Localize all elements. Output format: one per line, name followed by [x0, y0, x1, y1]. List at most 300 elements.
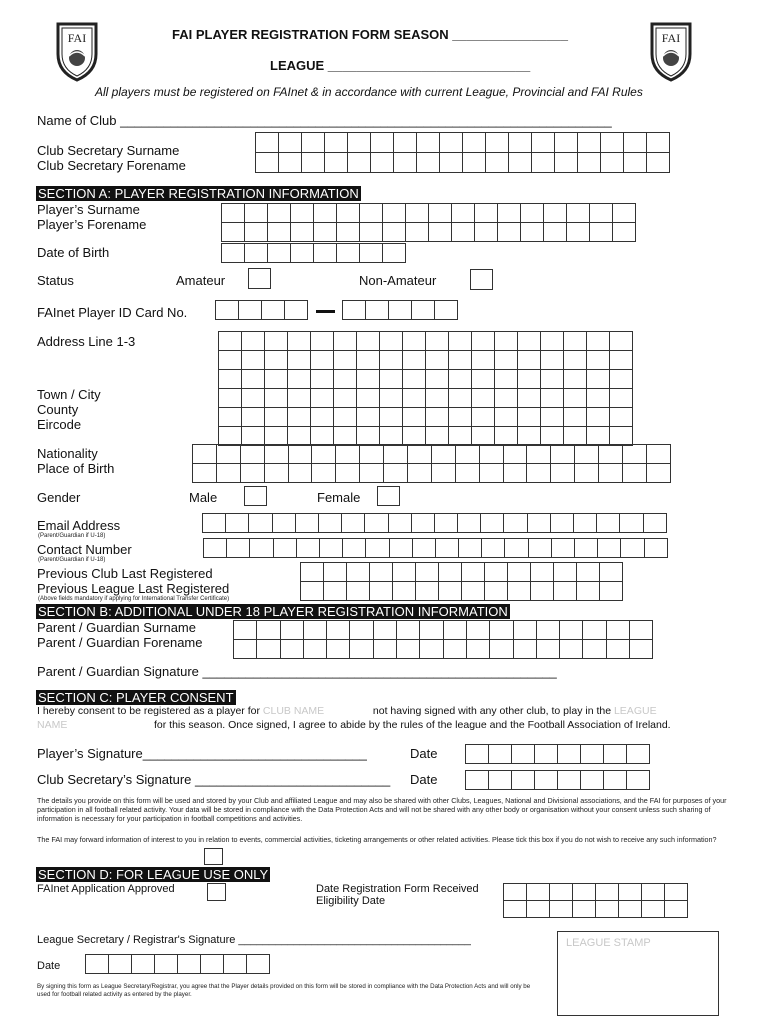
- input-cell[interactable]: [558, 745, 581, 764]
- input-cell[interactable]: [439, 563, 462, 582]
- input-cell[interactable]: [647, 153, 670, 173]
- input-cell[interactable]: [343, 301, 366, 320]
- input-cell[interactable]: [288, 389, 311, 408]
- player-name-grid[interactable]: [221, 203, 636, 242]
- input-cell[interactable]: [360, 445, 384, 464]
- input-cell[interactable]: [279, 133, 302, 153]
- input-cell[interactable]: [360, 244, 383, 263]
- club-secretary-grid[interactable]: [255, 132, 670, 173]
- input-cell[interactable]: [541, 332, 564, 351]
- input-cell[interactable]: [227, 539, 250, 558]
- input-cell[interactable]: [485, 563, 508, 582]
- input-cell[interactable]: [265, 464, 289, 483]
- input-cell[interactable]: [219, 408, 242, 427]
- input-cell[interactable]: [217, 464, 241, 483]
- input-cell[interactable]: [109, 955, 132, 974]
- input-cell[interactable]: [265, 332, 288, 351]
- input-cell[interactable]: [265, 408, 288, 427]
- male-checkbox[interactable]: [244, 486, 267, 506]
- input-cell[interactable]: [645, 539, 668, 558]
- input-cell[interactable]: [336, 464, 360, 483]
- input-cell[interactable]: [472, 408, 495, 427]
- input-cell[interactable]: [420, 621, 443, 640]
- input-cell[interactable]: [348, 133, 371, 153]
- input-cell[interactable]: [297, 539, 320, 558]
- input-cell[interactable]: [449, 389, 472, 408]
- player-signature-field[interactable]: Player’s Signature_______________________________: [37, 746, 367, 761]
- input-cell[interactable]: [288, 351, 311, 370]
- input-cell[interactable]: [350, 640, 373, 659]
- input-cell[interactable]: [311, 408, 334, 427]
- input-cell[interactable]: [504, 445, 528, 464]
- email-grid[interactable]: [202, 513, 667, 533]
- input-cell[interactable]: [435, 514, 458, 533]
- input-cell[interactable]: [575, 445, 599, 464]
- input-cell[interactable]: [498, 204, 521, 223]
- fainet-approved-checkbox[interactable]: [207, 883, 226, 901]
- input-cell[interactable]: [541, 389, 564, 408]
- input-cell[interactable]: [613, 204, 636, 223]
- input-cell[interactable]: [544, 204, 567, 223]
- input-cell[interactable]: [480, 464, 504, 483]
- input-cell[interactable]: [623, 445, 647, 464]
- input-cell[interactable]: [222, 204, 245, 223]
- input-cell[interactable]: [288, 408, 311, 427]
- input-cell[interactable]: [350, 621, 373, 640]
- league-secretary-signature-field[interactable]: League Secretary / Registrar's Signature ______________________________________: [37, 934, 471, 946]
- input-cell[interactable]: [527, 884, 550, 901]
- input-cell[interactable]: [394, 153, 417, 173]
- input-cell[interactable]: [296, 514, 319, 533]
- input-cell[interactable]: [397, 640, 420, 659]
- input-cell[interactable]: [598, 539, 621, 558]
- input-cell[interactable]: [504, 514, 527, 533]
- input-cell[interactable]: [452, 223, 475, 242]
- input-cell[interactable]: [600, 582, 623, 601]
- input-cell[interactable]: [360, 223, 383, 242]
- input-cell[interactable]: [554, 563, 577, 582]
- input-cell[interactable]: [552, 539, 575, 558]
- input-cell[interactable]: [241, 445, 265, 464]
- input-cell[interactable]: [288, 370, 311, 389]
- input-cell[interactable]: [219, 370, 242, 389]
- input-cell[interactable]: [518, 408, 541, 427]
- input-cell[interactable]: [314, 244, 337, 263]
- input-cell[interactable]: [383, 204, 406, 223]
- input-cell[interactable]: [435, 301, 458, 320]
- input-cell[interactable]: [281, 640, 304, 659]
- input-cell[interactable]: [383, 244, 406, 263]
- input-cell[interactable]: [416, 582, 439, 601]
- input-cell[interactable]: [239, 301, 262, 320]
- input-cell[interactable]: [490, 640, 513, 659]
- club-secretary-signature-field[interactable]: Club Secretary’s Signature ___________________________: [37, 772, 391, 787]
- input-cell[interactable]: [357, 408, 380, 427]
- input-cell[interactable]: [555, 133, 578, 153]
- input-cell[interactable]: [466, 745, 489, 764]
- input-cell[interactable]: [444, 640, 467, 659]
- input-cell[interactable]: [596, 901, 619, 918]
- input-cell[interactable]: [219, 332, 242, 351]
- input-cell[interactable]: [578, 153, 601, 173]
- input-cell[interactable]: [334, 351, 357, 370]
- input-cell[interactable]: [403, 389, 426, 408]
- input-cell[interactable]: [444, 621, 467, 640]
- input-cell[interactable]: [291, 244, 314, 263]
- input-cell[interactable]: [412, 301, 435, 320]
- input-cell[interactable]: [217, 445, 241, 464]
- input-cell[interactable]: [619, 884, 642, 901]
- input-cell[interactable]: [600, 563, 623, 582]
- input-cell[interactable]: [587, 389, 610, 408]
- input-cell[interactable]: [417, 153, 440, 173]
- input-cell[interactable]: [291, 204, 314, 223]
- input-cell[interactable]: [416, 563, 439, 582]
- input-cell[interactable]: [273, 514, 296, 533]
- input-cell[interactable]: [627, 771, 650, 790]
- input-cell[interactable]: [462, 582, 485, 601]
- input-cell[interactable]: [512, 745, 535, 764]
- input-cell[interactable]: [577, 563, 600, 582]
- input-cell[interactable]: [242, 351, 265, 370]
- input-cell[interactable]: [327, 621, 350, 640]
- input-cell[interactable]: [581, 771, 604, 790]
- club-secretary-date-grid[interactable]: [465, 770, 650, 790]
- input-cell[interactable]: [360, 204, 383, 223]
- input-cell[interactable]: [463, 153, 486, 173]
- input-cell[interactable]: [456, 445, 480, 464]
- input-cell[interactable]: [604, 771, 627, 790]
- input-cell[interactable]: [397, 621, 420, 640]
- input-cell[interactable]: [371, 133, 394, 153]
- input-cell[interactable]: [489, 771, 512, 790]
- input-cell[interactable]: [219, 351, 242, 370]
- input-cell[interactable]: [281, 621, 304, 640]
- input-cell[interactable]: [508, 582, 531, 601]
- input-cell[interactable]: [518, 370, 541, 389]
- input-cell[interactable]: [291, 223, 314, 242]
- input-cell[interactable]: [472, 389, 495, 408]
- input-cell[interactable]: [472, 332, 495, 351]
- input-cell[interactable]: [610, 389, 633, 408]
- input-cell[interactable]: [472, 351, 495, 370]
- input-cell[interactable]: [551, 445, 575, 464]
- input-cell[interactable]: [242, 389, 265, 408]
- input-cell[interactable]: [311, 389, 334, 408]
- input-cell[interactable]: [357, 351, 380, 370]
- input-cell[interactable]: [393, 563, 416, 582]
- input-cell[interactable]: [383, 223, 406, 242]
- input-cell[interactable]: [132, 955, 155, 974]
- input-cell[interactable]: [178, 955, 201, 974]
- input-cell[interactable]: [380, 389, 403, 408]
- input-cell[interactable]: [374, 640, 397, 659]
- input-cell[interactable]: [537, 621, 560, 640]
- league-placeholder-a[interactable]: LEAGUE: [613, 705, 657, 717]
- league-date-grid[interactable]: [85, 954, 270, 974]
- input-cell[interactable]: [250, 539, 273, 558]
- input-cell[interactable]: [406, 204, 429, 223]
- input-cell[interactable]: [371, 153, 394, 173]
- input-cell[interactable]: [432, 445, 456, 464]
- input-cell[interactable]: [370, 582, 393, 601]
- input-cell[interactable]: [342, 514, 365, 533]
- input-cell[interactable]: [406, 223, 429, 242]
- input-cell[interactable]: [389, 301, 412, 320]
- input-cell[interactable]: [334, 389, 357, 408]
- input-cell[interactable]: [665, 901, 688, 918]
- input-cell[interactable]: [456, 464, 480, 483]
- non-amateur-checkbox[interactable]: [470, 269, 493, 290]
- input-cell[interactable]: [504, 464, 528, 483]
- input-cell[interactable]: [193, 464, 217, 483]
- input-cell[interactable]: [439, 582, 462, 601]
- input-cell[interactable]: [337, 204, 360, 223]
- input-cell[interactable]: [481, 514, 504, 533]
- input-cell[interactable]: [564, 351, 587, 370]
- dob-grid[interactable]: [221, 243, 406, 263]
- input-cell[interactable]: [426, 408, 449, 427]
- input-cell[interactable]: [216, 301, 239, 320]
- input-cell[interactable]: [245, 204, 268, 223]
- input-cell[interactable]: [459, 539, 482, 558]
- input-cell[interactable]: [550, 884, 573, 901]
- input-cell[interactable]: [312, 464, 336, 483]
- input-cell[interactable]: [343, 539, 366, 558]
- input-cell[interactable]: [380, 408, 403, 427]
- input-cell[interactable]: [564, 332, 587, 351]
- input-cell[interactable]: [429, 223, 452, 242]
- input-cell[interactable]: [336, 445, 360, 464]
- input-cell[interactable]: [583, 621, 606, 640]
- input-cell[interactable]: [257, 640, 280, 659]
- input-cell[interactable]: [587, 332, 610, 351]
- input-cell[interactable]: [242, 332, 265, 351]
- input-cell[interactable]: [289, 445, 313, 464]
- input-cell[interactable]: [193, 445, 217, 464]
- input-cell[interactable]: [426, 389, 449, 408]
- input-cell[interactable]: [541, 370, 564, 389]
- input-cell[interactable]: [357, 370, 380, 389]
- club-name-placeholder[interactable]: CLUB NAME: [262, 705, 325, 717]
- input-cell[interactable]: [550, 901, 573, 918]
- input-cell[interactable]: [256, 153, 279, 173]
- input-cell[interactable]: [403, 408, 426, 427]
- input-cell[interactable]: [574, 514, 597, 533]
- input-cell[interactable]: [531, 563, 554, 582]
- input-cell[interactable]: [621, 539, 644, 558]
- contact-grid[interactable]: [203, 538, 668, 558]
- input-cell[interactable]: [390, 539, 413, 558]
- input-cell[interactable]: [578, 133, 601, 153]
- input-cell[interactable]: [222, 244, 245, 263]
- input-cell[interactable]: [312, 445, 336, 464]
- input-cell[interactable]: [475, 223, 498, 242]
- input-cell[interactable]: [613, 223, 636, 242]
- input-cell[interactable]: [224, 955, 247, 974]
- input-cell[interactable]: [587, 408, 610, 427]
- input-cell[interactable]: [583, 640, 606, 659]
- input-cell[interactable]: [597, 514, 620, 533]
- input-cell[interactable]: [440, 133, 463, 153]
- input-cell[interactable]: [257, 621, 280, 640]
- input-cell[interactable]: [508, 563, 531, 582]
- input-cell[interactable]: [532, 153, 555, 173]
- input-cell[interactable]: [268, 244, 291, 263]
- input-cell[interactable]: [610, 408, 633, 427]
- input-cell[interactable]: [532, 133, 555, 153]
- input-cell[interactable]: [265, 370, 288, 389]
- input-cell[interactable]: [347, 582, 370, 601]
- input-cell[interactable]: [567, 204, 590, 223]
- input-cell[interactable]: [495, 351, 518, 370]
- input-cell[interactable]: [311, 351, 334, 370]
- input-cell[interactable]: [541, 351, 564, 370]
- input-cell[interactable]: [607, 640, 630, 659]
- input-cell[interactable]: [642, 901, 665, 918]
- input-cell[interactable]: [274, 539, 297, 558]
- input-cell[interactable]: [480, 445, 504, 464]
- input-cell[interactable]: [219, 389, 242, 408]
- pg-signature-field[interactable]: Parent / Guardian Signature _________________________________________________: [37, 664, 557, 679]
- input-cell[interactable]: [374, 621, 397, 640]
- input-cell[interactable]: [403, 370, 426, 389]
- input-cell[interactable]: [528, 514, 551, 533]
- input-cell[interactable]: [489, 745, 512, 764]
- input-cell[interactable]: [551, 514, 574, 533]
- input-cell[interactable]: [365, 514, 388, 533]
- input-cell[interactable]: [311, 332, 334, 351]
- input-cell[interactable]: [265, 389, 288, 408]
- input-cell[interactable]: [537, 640, 560, 659]
- input-cell[interactable]: [560, 640, 583, 659]
- input-cell[interactable]: [337, 244, 360, 263]
- input-cell[interactable]: [647, 445, 671, 464]
- input-cell[interactable]: [624, 133, 647, 153]
- input-cell[interactable]: [554, 582, 577, 601]
- input-cell[interactable]: [265, 445, 289, 464]
- input-cell[interactable]: [486, 133, 509, 153]
- input-cell[interactable]: [268, 223, 291, 242]
- input-cell[interactable]: [412, 514, 435, 533]
- input-cell[interactable]: [505, 539, 528, 558]
- input-cell[interactable]: [627, 745, 650, 764]
- input-cell[interactable]: [370, 563, 393, 582]
- input-cell[interactable]: [327, 640, 350, 659]
- input-cell[interactable]: [644, 514, 667, 533]
- input-cell[interactable]: [334, 332, 357, 351]
- input-cell[interactable]: [155, 955, 178, 974]
- input-cell[interactable]: [226, 514, 249, 533]
- input-cell[interactable]: [486, 153, 509, 173]
- input-cell[interactable]: [535, 771, 558, 790]
- input-cell[interactable]: [245, 223, 268, 242]
- input-cell[interactable]: [564, 370, 587, 389]
- input-cell[interactable]: [604, 745, 627, 764]
- amateur-checkbox[interactable]: [248, 268, 271, 289]
- input-cell[interactable]: [514, 640, 537, 659]
- input-cell[interactable]: [485, 582, 508, 601]
- input-cell[interactable]: [607, 621, 630, 640]
- input-cell[interactable]: [518, 389, 541, 408]
- input-cell[interactable]: [577, 582, 600, 601]
- input-cell[interactable]: [596, 884, 619, 901]
- input-cell[interactable]: [449, 332, 472, 351]
- input-cell[interactable]: [535, 745, 558, 764]
- input-cell[interactable]: [619, 901, 642, 918]
- input-cell[interactable]: [403, 351, 426, 370]
- input-cell[interactable]: [357, 389, 380, 408]
- input-cell[interactable]: [289, 464, 313, 483]
- league-placeholder-b[interactable]: NAME: [37, 719, 68, 731]
- input-cell[interactable]: [320, 539, 343, 558]
- input-cell[interactable]: [245, 244, 268, 263]
- input-cell[interactable]: [452, 204, 475, 223]
- input-cell[interactable]: [490, 621, 513, 640]
- input-cell[interactable]: [620, 514, 643, 533]
- input-cell[interactable]: [587, 370, 610, 389]
- nationality-grid[interactable]: [192, 444, 671, 483]
- input-cell[interactable]: [304, 621, 327, 640]
- input-cell[interactable]: [610, 351, 633, 370]
- input-cell[interactable]: [380, 332, 403, 351]
- input-cell[interactable]: [384, 445, 408, 464]
- input-cell[interactable]: [581, 745, 604, 764]
- input-cell[interactable]: [384, 464, 408, 483]
- input-cell[interactable]: [302, 153, 325, 173]
- player-signature-date-grid[interactable]: [465, 744, 650, 764]
- input-cell[interactable]: [495, 332, 518, 351]
- input-cell[interactable]: [642, 884, 665, 901]
- input-cell[interactable]: [601, 153, 624, 173]
- input-cell[interactable]: [587, 351, 610, 370]
- input-cell[interactable]: [420, 640, 443, 659]
- input-cell[interactable]: [449, 408, 472, 427]
- input-cell[interactable]: [647, 133, 670, 153]
- input-cell[interactable]: [521, 223, 544, 242]
- input-cell[interactable]: [665, 884, 688, 901]
- fainet-id-grid-part2[interactable]: [342, 300, 458, 320]
- input-cell[interactable]: [429, 204, 452, 223]
- input-cell[interactable]: [573, 884, 596, 901]
- input-cell[interactable]: [610, 332, 633, 351]
- input-cell[interactable]: [509, 133, 532, 153]
- input-cell[interactable]: [449, 370, 472, 389]
- input-cell[interactable]: [234, 621, 257, 640]
- input-cell[interactable]: [337, 223, 360, 242]
- fainet-id-grid-part1[interactable]: [215, 300, 308, 320]
- input-cell[interactable]: [610, 370, 633, 389]
- input-cell[interactable]: [324, 582, 347, 601]
- input-cell[interactable]: [262, 301, 285, 320]
- input-cell[interactable]: [314, 223, 337, 242]
- input-cell[interactable]: [573, 901, 596, 918]
- input-cell[interactable]: [531, 582, 554, 601]
- input-cell[interactable]: [467, 621, 490, 640]
- input-cell[interactable]: [541, 408, 564, 427]
- input-cell[interactable]: [564, 389, 587, 408]
- input-cell[interactable]: [319, 514, 342, 533]
- input-cell[interactable]: [575, 464, 599, 483]
- input-cell[interactable]: [495, 370, 518, 389]
- input-cell[interactable]: [495, 389, 518, 408]
- input-cell[interactable]: [462, 563, 485, 582]
- input-cell[interactable]: [408, 464, 432, 483]
- input-cell[interactable]: [544, 223, 567, 242]
- input-cell[interactable]: [222, 223, 245, 242]
- input-cell[interactable]: [288, 332, 311, 351]
- input-cell[interactable]: [304, 640, 327, 659]
